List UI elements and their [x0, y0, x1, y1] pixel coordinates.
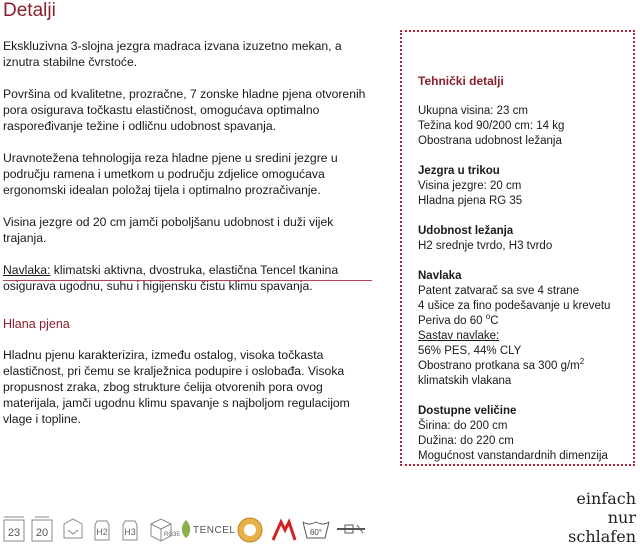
brand-mark-icon — [271, 516, 297, 542]
svg-text:60°: 60° — [309, 528, 323, 537]
technical-details-title: Tehnički detalji — [418, 74, 504, 88]
section-divider — [3, 280, 372, 281]
spec-line: Širina: do 200 cm — [418, 420, 508, 432]
spec-line: Patent zatvarač sa sve 4 strane — [418, 285, 580, 297]
density-rg35-icon — [147, 516, 180, 542]
svg-text:H3: H3 — [124, 527, 136, 537]
core-specs — [418, 164, 630, 209]
intro-paragraph-1: Ekskluzivna 3-slojna jezgra madraca izvana izuzetno mekan, a iznutra stabilne čvrstoće. — [3, 39, 342, 69]
spec-line: Težina kod 90/200 cm: 14 kg — [418, 120, 565, 132]
material-label: Sastav navlake: — [418, 330, 500, 342]
comfort-specs — [418, 224, 630, 254]
core-height-icon — [31, 516, 53, 542]
wash-line: Periva do 60 $^o$C — [418, 312, 499, 327]
intro-paragraph-3: Uravnotežena tehnologija reza hladne pjene u sredini jezgre u području ramena i umetkom u području zdjelice omogućava ergonomski idealan položaj tijela i optimalno prozračivanje. — [3, 151, 338, 197]
cover-label: Navlaka: — [3, 263, 51, 277]
vacuum-pack-icon — [61, 516, 85, 542]
page-title: Detalji — [3, 0, 56, 21]
spec-line: 4 ušice za fino podešavanje u krevetu — [418, 300, 611, 312]
spec-line: Hladna pjena RG 35 — [418, 195, 523, 207]
spec-line: Ukupna visina: 23 cm — [418, 105, 528, 117]
spec-line: Obostrana udobnost ležanja — [418, 135, 562, 147]
svg-text:H2: H2 — [96, 527, 108, 537]
technical-details-box — [400, 30, 635, 466]
intro-paragraph-2: Površina od kvalitetne, prozračne, 7 zonske hladne pjena otvorenih pora osigurava točkastu elastičnost, omogućava optimalno raspoređivanje težine i odličnu udobnost spavanja. — [3, 87, 366, 133]
cover-text: klimatski aktivna, dvostruka, elastična Tencel tkanina osigurava ugodnu, suhu i higijensku čistu klimu spavanja. — [3, 263, 339, 293]
core-heading: Jezgra u trikou — [418, 165, 500, 177]
hardness-h2-icon — [91, 516, 113, 542]
svg-text:20: 20 — [35, 527, 49, 539]
sizes-heading: Dostupne veličine — [418, 405, 517, 417]
svg-text:23: 23 — [7, 527, 21, 539]
comfort-heading: Udobnost ležanja — [418, 225, 514, 237]
description-column — [3, 38, 379, 310]
tencel-label: TENCEL — [193, 525, 236, 536]
hlana-pjena-text: Hladnu pjenu karakterizira, između ostalog, visoka točkasta elastičnost, pri čemu se kralježnica podupire i oslobađa. Visoka propusnost zraka, zbog strukture ćelija otvorenih pora ovog materijala, jamči ugodnu klimu spavanje s najboljom regulacijom vlage i topline. — [3, 348, 350, 426]
spec-line: Mogućnost vanstandardnih dimenzija — [418, 450, 608, 462]
wash-60-icon — [301, 516, 331, 542]
svg-text:RG35: RG35 — [164, 532, 180, 538]
spec-line: Visina jezgre: 20 cm — [418, 180, 522, 192]
intro-paragraph-4: Visina jezgre od 20 cm jamči poboljšanu udobnost i duži vijek trajanja. — [3, 215, 334, 245]
spec-line: klimatskih vlakana — [418, 375, 512, 387]
certification-badge-icon — [235, 516, 265, 544]
spec-line: Dužina: do 220 cm — [418, 435, 514, 447]
total-height-icon — [3, 516, 25, 542]
intro-paragraph-5 — [3, 262, 379, 294]
tencel-leaf-icon — [179, 516, 193, 542]
spec-line: 56% PES, 44% CLY — [418, 345, 522, 357]
general-specs — [418, 104, 630, 149]
size-specs — [418, 404, 630, 464]
hardness-h3-icon — [119, 516, 141, 542]
zipper-icon — [335, 516, 367, 542]
cover-specs — [418, 269, 630, 389]
cover-heading: Navlaka — [418, 270, 462, 282]
hlana-pjena-heading: Hlana pjena — [3, 317, 70, 331]
weight-line: Obostrano protkana sa 300 $g/m^2$ — [418, 357, 585, 372]
spec-line: H2 srednje tvrdo, H3 tvrdo — [418, 240, 553, 252]
brand-logo: einfach nur schlafen — [568, 489, 636, 546]
